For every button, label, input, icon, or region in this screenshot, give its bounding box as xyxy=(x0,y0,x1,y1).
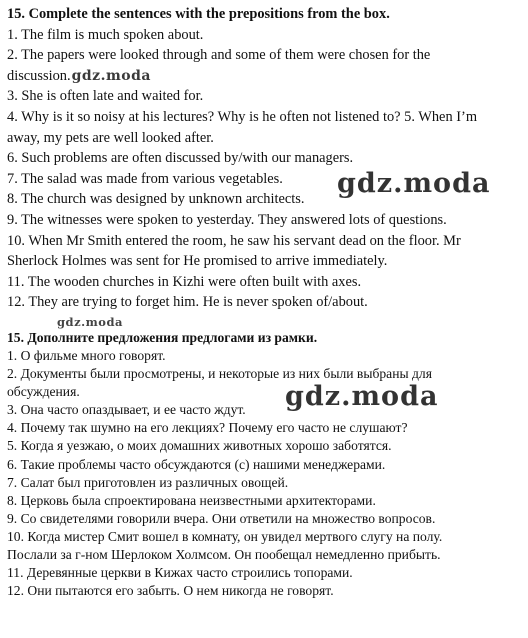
russian-exercise-title: 15. Дополните предложения предлогами из рамки. xyxy=(7,329,318,345)
russian-section xyxy=(7,329,523,600)
document-page xyxy=(7,4,523,600)
russian-line: 4. Почему так шумно на его лекциях? Почему его часто не слушают? xyxy=(7,420,408,436)
english-line: 8. The church was designed by unknown architects. xyxy=(7,191,305,208)
english-line: 4. Why is it so noisy at his lectures? Why is he often not listened to? 5. When I’m xyxy=(7,108,478,125)
russian-line: 2. Документы были просмотрены, и некоторые из них были выбраны для xyxy=(7,366,432,382)
english-line: 12. They are trying to forget him. He is never spoken of/about. xyxy=(7,294,368,311)
russian-line: 6. Такие проблемы часто обсуждаются (с) нашими менеджерами. xyxy=(7,456,386,472)
english-section xyxy=(7,4,523,313)
watermark-large-upper: gdz.moda xyxy=(337,168,491,199)
russian-line: 8. Церковь была спроектирована неизвестными архитекторами. xyxy=(7,492,376,508)
english-line-text: discussion. xyxy=(7,67,71,84)
russian-line: 7. Салат был приготовлен из различных овощей. xyxy=(7,474,289,490)
english-line: away, my pets are well looked after. xyxy=(7,129,214,146)
english-line: 7. The salad was made from various vegetables. xyxy=(7,170,283,187)
russian-line: 9. Со свидетелями говорили вчера. Они ответили на множество вопросов. xyxy=(7,510,436,526)
russian-line: 3. Она часто опаздывает, и ее часто ждут. xyxy=(7,402,246,418)
english-line: 6. Such problems are often discussed by/with our managers. xyxy=(7,150,354,167)
english-exercise-title: 15. Complete the sentences with the prepositions from the box. xyxy=(7,6,390,22)
russian-line: Послали за г-ном Шерлоком Холмсом. Он пообещал немедленно прибыть. xyxy=(7,547,441,563)
russian-line: 11. Деревянные церкви в Кижах часто строились топорами. xyxy=(7,565,353,581)
english-line: 1. The film is much spoken about. xyxy=(7,26,204,43)
russian-line: 12. Они пытаются его забыть. О нем никогда не говорят. xyxy=(7,583,334,599)
english-line: Sherlock Holmes was sent for He promised to arrive immediately. xyxy=(7,253,388,270)
russian-line: 5. Когда я уезжаю, о моих домашних животных хорошо заботятся. xyxy=(7,438,392,454)
english-line: 3. She is often late and waited for. xyxy=(7,88,204,105)
russian-line: обсуждения. xyxy=(7,384,80,400)
russian-line: 1. О фильме много говорят. xyxy=(7,348,166,363)
english-line: 11. The wooden churches in Kizhi were often built with axes. xyxy=(7,273,362,290)
english-line-with-watermark xyxy=(7,66,523,87)
english-line: 9. The witnesses were spoken to yesterday. They answered lots of questions. xyxy=(7,211,447,228)
watermark-large-lower: gdz.moda xyxy=(285,380,439,412)
russian-line: 10. Когда мистер Смит вошел в комнату, он увидел мертвого слугу на полу. xyxy=(7,528,443,544)
watermark-inline: gdz.moda xyxy=(71,67,151,84)
watermark-small-middle: gdz.moda xyxy=(57,314,123,329)
english-line: 2. The papers were looked through and some of them were chosen for the xyxy=(7,47,431,64)
english-line: 10. When Mr Smith entered the room, he saw his servant dead on the floor. Mr xyxy=(7,232,461,249)
